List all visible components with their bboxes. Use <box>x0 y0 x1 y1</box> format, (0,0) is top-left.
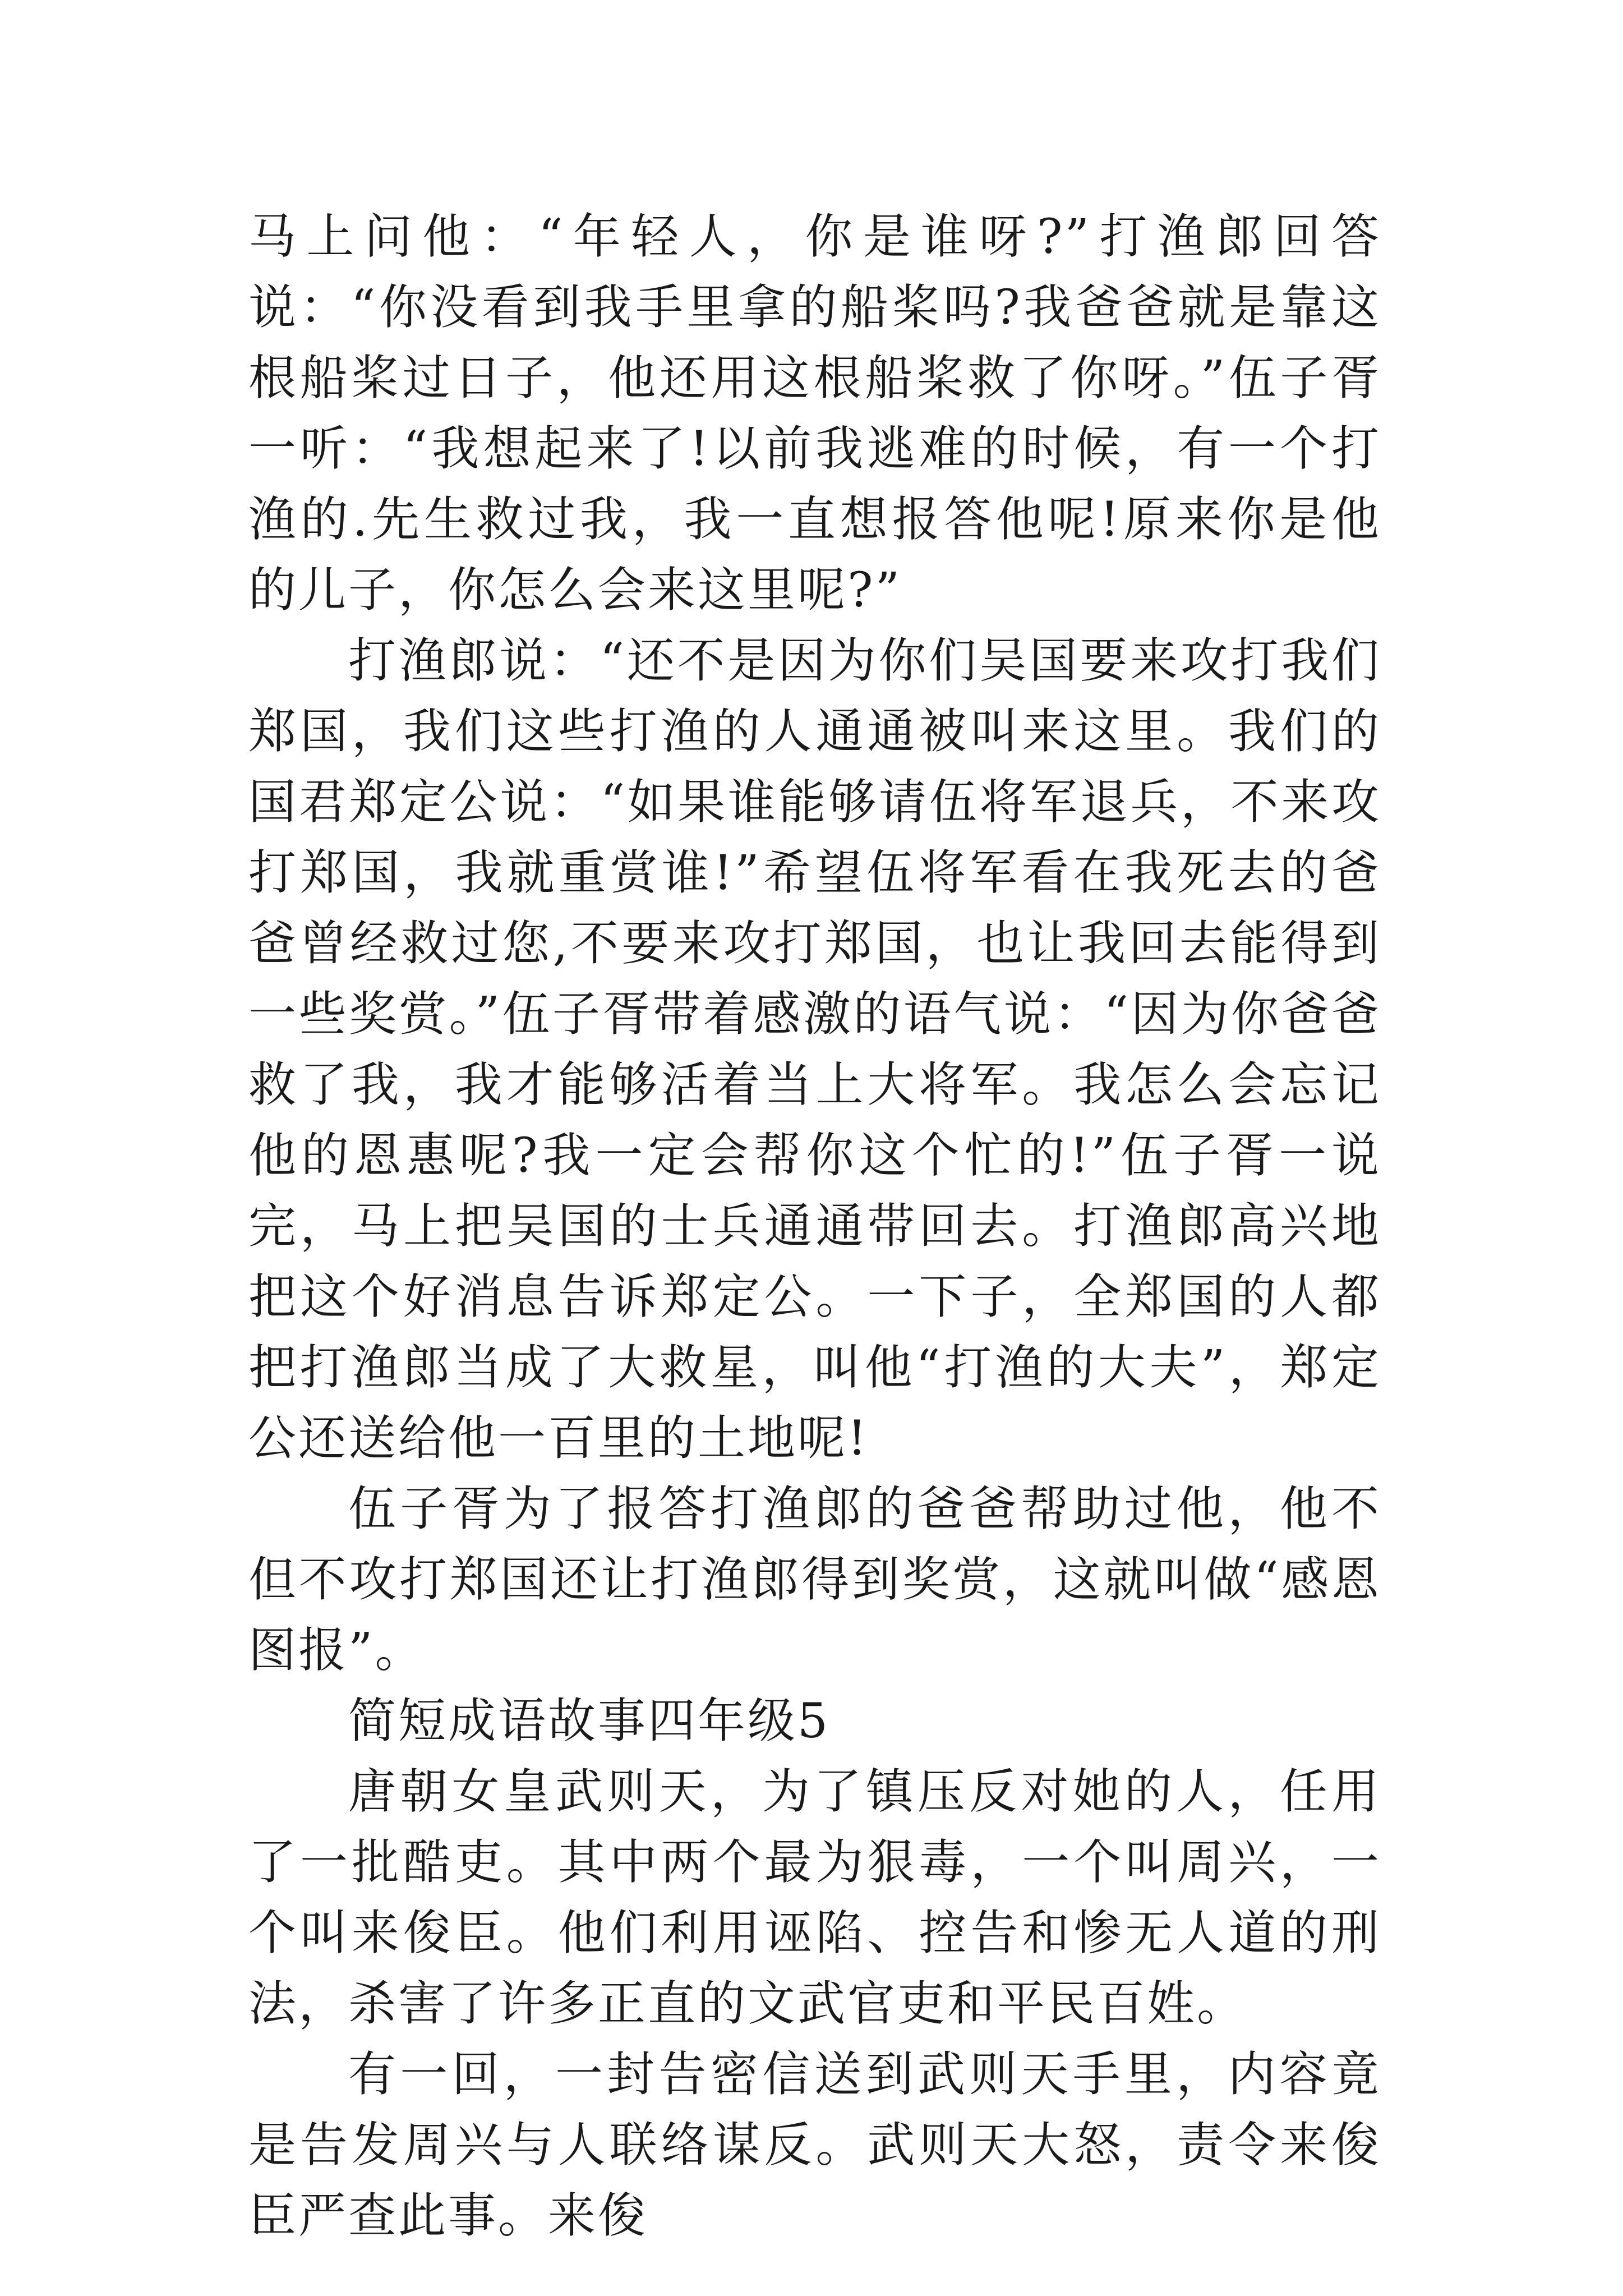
paragraph-1: 马上问他：“年轻人，你是谁呀?”打渔郎回答说：“你没看到我手里拿的船桨吗?我爸爸就是靠这根船桨过日子，他还用这根船桨救了你呀。”伍子胥一听：“我想起来了!以前我逃难的时候，有一个打渔的.先生救过我，我一直想报答他呢!原来你是他的儿子，你怎么会来这里呢?” <box>248 209 1381 618</box>
section-heading: 简短成语故事四年级5 <box>348 1694 831 1749</box>
paragraph-5: 有一回，一封告密信送到武则天手里，内容竟是告发周兴与人联络谋反。武则天大怒，责令来俊臣严查此事。来俊 <box>248 2047 1381 2244</box>
paragraph-2: 打渔郎说：“还不是因为你们吴国要来攻打我们郑国，我们这些打渔的人通通被叫来这里。我们的国君郑定公说：“如果谁能够请伍将军退兵，不来攻打郑国，我就重赏谁!”希望伍将军看在我死去的爸爸曾经救过您,不要来攻打郑国，也让我回去能得到一些奖赏。”伍子胥带着感激的语气说：“因为你爸爸救了我，我才能够活着当上大将军。我怎么会忘记他的恩惠呢?我一定会帮你这个忙的!”伍子胥一说完，马上把吴国的士兵通通带回去。打渔郎高兴地把这个好消息告诉郑定公。一下子，全郑国的人都把打渔郎当成了大救星，叫他“打渔的大夫”，郑定公还送给他一百里的土地呢! <box>248 633 1381 1466</box>
paragraph-4: 唐朝女皇武则天，为了镇压反对她的人，任用了一批酷吏。其中两个最为狠毒，一个叫周兴，一个叫来俊臣。他们利用诬陷、控告和惨无人道的刑法，杀害了许多正直的文武官吏和平民百姓。 <box>248 1764 1381 2032</box>
body-text <box>248 202 1381 2252</box>
paragraph-3: 伍子胥为了报答打渔郎的爸爸帮助过他，他不但不攻打郑国还让打渔郎得到奖赏，这就叫做“感恩图报”。 <box>248 1481 1381 1678</box>
